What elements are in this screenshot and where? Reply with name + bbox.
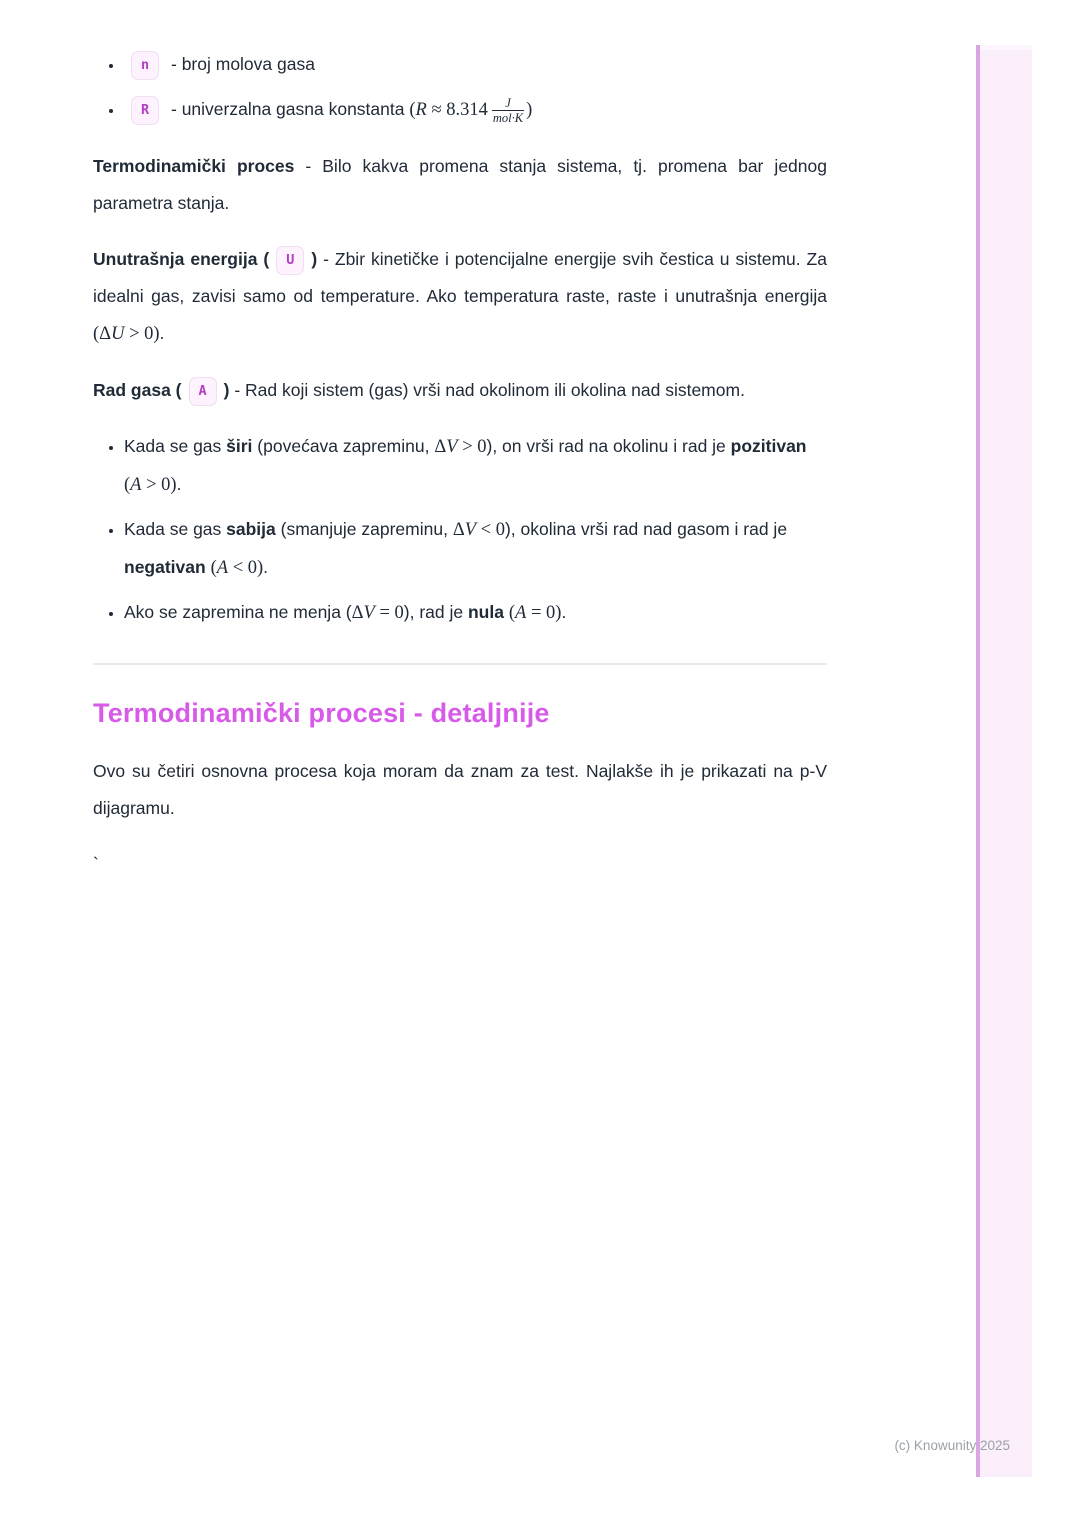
text-segment: > 0): [124, 324, 160, 344]
page-content: [93, 0, 827, 902]
text-segment: - Bilo kakva promena stanja sistema, tj. promena bar jednog parametra stanja.: [93, 156, 827, 213]
intro-paragraph: [93, 753, 827, 827]
bullet-item-siri: [124, 428, 827, 504]
text-segment: širi: [226, 436, 253, 456]
bullet-item-sabija: [124, 511, 827, 587]
text-segment: = 0): [526, 603, 562, 623]
text-segment: (: [124, 475, 131, 495]
section-heading: Termodinamički procesi - detaljnije: [93, 698, 550, 728]
text-segment: Termodinamički proces: [93, 156, 295, 176]
text-segment: - Rad koji sistem (gas) vrši nad okolinom ili okolina nad sistemom.: [229, 380, 745, 400]
text-segment: Unutrašnja energija (: [93, 249, 270, 269]
text-segment: ), okolina vrši rad nad gasom i rad je: [504, 519, 788, 539]
text-segment: = 0: [374, 603, 404, 623]
text-segment: negativan: [124, 557, 206, 577]
text-segment: Kada se gas: [124, 519, 227, 539]
text-segment: A: [130, 475, 142, 495]
text-segment: .: [561, 602, 567, 622]
text-segment: (: [210, 558, 217, 578]
text-segment: (Δ: [93, 324, 112, 344]
text-segment: > 0): [141, 475, 177, 495]
bullet-item-nula: [124, 594, 827, 632]
text-segment: V: [464, 520, 477, 540]
text-segment: (: [409, 100, 416, 120]
inline-code-badge: R: [131, 96, 159, 125]
text-segment: V: [363, 603, 375, 623]
text-segment: Δ: [434, 437, 447, 457]
paragraph-unutrasnja-energija: [93, 241, 827, 353]
text-segment: (: [508, 603, 516, 623]
text-segment: ≈ 8.314: [426, 100, 488, 120]
inline-code-badge: A: [189, 377, 217, 406]
fraction: $\frac{J}{\text{mol·K}}$: [492, 96, 524, 125]
text-segment: - broj molova gasa: [166, 54, 315, 74]
variables-bullet-list: [93, 0, 827, 129]
text-segment: ), on vrši rad na okolinu i rad je: [486, 436, 731, 456]
text-segment: V: [446, 437, 458, 457]
text-segment: - univerzalna gasna konstanta: [166, 99, 410, 119]
text-segment: ), rad je: [403, 602, 468, 622]
text-segment: < 0): [228, 558, 264, 578]
text-segment: .: [263, 557, 269, 577]
text-segment: A: [216, 558, 229, 578]
text-segment: ): [526, 100, 533, 120]
paragraph-rad-gasa: [93, 372, 827, 409]
copyright-footer: (c) Knowunity 2025: [894, 1438, 1010, 1453]
text-segment: Kada se gas: [124, 436, 227, 456]
paragraph-termodinamicki-proces: [93, 148, 827, 222]
text-segment: sabija: [226, 519, 276, 539]
text-segment: < 0: [476, 520, 505, 540]
text-segment: ): [311, 249, 318, 269]
text-segment: Rad gasa (: [93, 380, 182, 400]
inline-code-badge: U: [276, 246, 304, 275]
text-segment: (smanjuje zapreminu,: [275, 519, 453, 539]
text-segment: pozitivan: [730, 436, 807, 456]
text-segment: .: [159, 323, 165, 343]
text-segment: Ovo su četiri osnovna procesa koja moram da znam za test. Najlakše ih je prikazati na p-V dijagramu.: [93, 761, 827, 818]
text-segment: > 0: [457, 437, 487, 457]
text-segment: R: [415, 100, 427, 120]
text-segment: A: [515, 603, 527, 623]
bullet-item-n: [124, 46, 827, 83]
stray-backtick: `: [93, 854, 99, 874]
text-segment: U: [111, 324, 125, 344]
text-segment: (povećava zapreminu,: [252, 436, 435, 456]
text-segment: - Zbir kinetičke i potencijalne energije svih čestica u sistemu. Za idealni gas, zavisi samo od temperature. Ako temperatura raste, raste i unutrašnja energija: [93, 249, 827, 306]
text-segment: Δ: [452, 520, 465, 540]
text-segment: nula: [467, 602, 504, 622]
work-rules-bullet-list: [93, 428, 827, 632]
inline-code-badge: n: [131, 51, 159, 80]
section-divider: [93, 663, 827, 665]
text-segment: .: [176, 474, 182, 494]
text-segment: ): [223, 380, 230, 400]
text-segment: Δ: [351, 603, 364, 623]
bullet-item-r: [124, 91, 827, 129]
text-segment: Ako se zapremina ne menja (: [124, 602, 352, 622]
page-edge-strip: [976, 45, 1032, 1477]
